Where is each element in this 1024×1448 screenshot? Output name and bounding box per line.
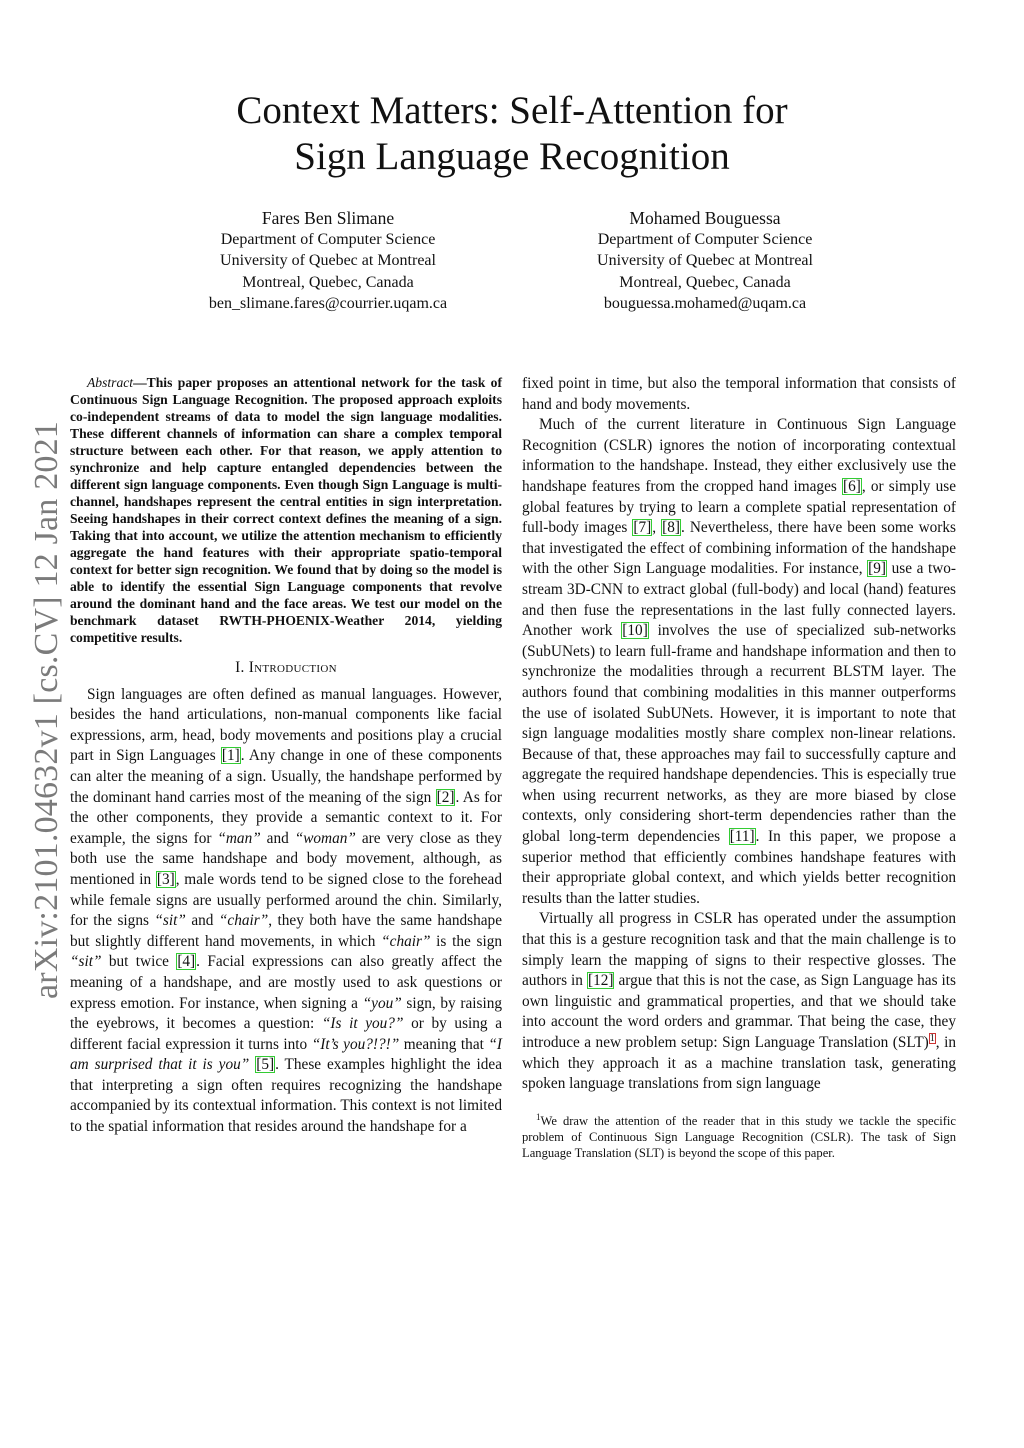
author-email: ben_slimane.fares@courrier.uqam.ca <box>208 295 448 313</box>
author-university: University of Quebec at Montreal <box>597 252 813 270</box>
section-title: Introduction <box>248 659 337 676</box>
title-line-1: Context Matters: Self-Attention for <box>236 89 788 132</box>
citation-link[interactable]: [2] <box>436 788 455 806</box>
citation-link[interactable]: [8] <box>662 519 680 537</box>
author-department: Department of Computer Science <box>220 231 436 248</box>
citation-link[interactable]: [6] <box>843 477 861 495</box>
author-name: Fares Ben Slimane <box>261 208 395 228</box>
footnote-text: We draw the attention of the reader that in this study we tackle the specific problem of Continuous Sign Language Recognition (CSLR). The task of Sign Language Translation (SLT) is beyond the scope of this paper. <box>522 1113 956 1160</box>
paragraph-slt: Virtually all progress in CSLR has operated under the assumption that this is a gesture recognition task and that the main challenge is to simply learn the mapping of signs to their respective glosses. The authors in [12] argue that this is not the case, as Sign Language has its own linguistic and grammatical properties, and that we should take into account the word orders and grammar. That being the case, they introduce a new problem setup: Sign Language Translation (SLT)$^1$, in which they approach it as a machine translation task, generating spoken language translations from sign language <box>522 910 957 1093</box>
author-city: Montreal, Quebec, Canada <box>242 273 414 291</box>
citation-link[interactable]: [3] <box>156 870 175 888</box>
author-university: University of Quebec at Montreal <box>220 252 436 270</box>
section-heading <box>70 658 502 679</box>
title-line-2: Sign Language Recognition <box>294 135 730 178</box>
footnote-link[interactable]: 1 <box>929 1032 935 1044</box>
abstract-text: This paper proposes an attentional network for the task of Continuous Sign Language Recognition. The proposed approach exploits co-independent streams of data to model the sign language modalities. These different channels of information can share a complex temporal structure between each other. For that reason, we apply attention to synchronize and help capture entangled dependencies between the different sign language components. Even though Sign Language is multi-channel, handshapes represent the central entities in sign interpretation. Seeing handshapes in their correct context defines the meaning of a sign. Taking that into account, we utilize the attention mechanism to efficiently aggregate the hand features with their appropriate spatio-temporal context for better sign recognition. We found that by doing so the model is able to identify the essential Sign Language components that revolve around the dominant hand and the face areas. We test our model on the benchmark dataset RWTH-PHOENIX-Weather 2014, yielding competitive results. <box>70 375 502 645</box>
citation-link[interactable]: [9] <box>868 560 886 578</box>
author-email: bouguessa.mohamed@uqam.ca <box>603 295 807 313</box>
citation-link[interactable]: [11] <box>729 828 755 846</box>
arxiv-identifier <box>28 421 65 999</box>
paragraph-continuation: fixed point in time, but also the temporal information that consists of hand and body movements. <box>522 375 956 413</box>
intro-paragraph: Sign languages are often defined as manual languages. However, besides the hand articulations, non-manual components like facial expressions, arm, head, body movements and positions play a crucial part in Sign Languages [1]. Any change in one of these components can alter the meaning of a sign. Usually, the handshape performed by the dominant hand carries most of the meaning of the sign [2]. As for the other components, they provide a semantic context to it. For example, the signs for “man” and “woman” are very close as they both use the same handshape and body movement, although, as mentioned in [3], male words tend to be signed close to the forehead while female signs are usually performed around the chin. Similarly, for the signs “sit” and “chair”, they both have the same handshape but slightly different hand movements, in which “chair” is the sign “sit” but twice [4]. Facial expressions can also greatly affect the meaning of a handshape, and are mostly used to ask questions or express emotion. For instance, when signing a “you” sign, by raising the eyebrows, it becomes a question: “Is it you?” or by using a different facial expression it turns into “It’s you?!?!” meaning that “I am surprised that it is you” [5]. These examples highlight the idea that interpreting a sign often requires recognizing the handshape accompanied by its contextual information. This context is not limited to the spatial information that resides around the handshape for a <box>70 685 502 1136</box>
author-block-2 <box>525 207 885 315</box>
left-column <box>70 374 502 1138</box>
citation-link[interactable]: [1] <box>221 747 240 765</box>
citation-link[interactable]: [7] <box>633 519 652 537</box>
paper-title <box>0 88 1024 180</box>
citation-link[interactable]: [12] <box>587 972 614 990</box>
author-city: Montreal, Quebec, Canada <box>619 273 791 291</box>
author-department: Department of Computer Science <box>597 231 813 248</box>
right-column <box>522 374 956 1161</box>
footnote <box>522 1109 956 1161</box>
abstract-label: Abstract <box>87 375 134 390</box>
author-name: Mohamed Bouguessa <box>629 208 781 228</box>
abstract: Abstract—This paper proposes an attentional network for the task of Continuous Sign Language Recognition. The proposed approach exploits co-independent streams of data to model the sign language modalities. These different channels of information can share a complex temporal structure between each other. For that reason, we apply attention to synchronize and help capture entangled dependencies between the different sign language components. Even though Sign Language is multi-channel, handshapes represent the central entities in sign interpretation. Seeing handshapes in their correct context defines the meaning of a sign. Taking that into account, we utilize the attention mechanism to efficiently aggregate the hand features with their appropriate spatio-temporal context for better sign recognition. We found that by doing so the model is able to identify the essential Sign Language components that revolve around the dominant hand and the face areas. We test our model on the benchmark dataset RWTH-PHOENIX-Weather 2014, yielding competitive results. <box>70 375 502 645</box>
citation-link[interactable]: [5] <box>256 1056 275 1074</box>
footnote-mark: 1 <box>536 1111 541 1122</box>
paragraph-related-work: Much of the current literature in Continuous Sign Language Recognition (CSLR) ignores the notion of incorporating contextual information to the handshape. Instead, they either exclusively use the handshape features from the cropped hand images [6], or simply use global features by trying to learn a complete spatial representation of full-body images [7], [8]. Nevertheless, there have been some works that investigated the effect of combining information of the handshape with the other Sign Language modalities. For instance, [9] use a two-stream 3D-CNN to extract global (full-body) and local (hand) features and then fuse the representations in the last fully connected layers. Another work [10] involves the use of specialized sub-networks (SubUNets) to learn full-frame and handshape information and then to synchronize the modalities through a recurrent BLSTM layer. The authors found that combining modalities in this manner outperforms the use of isolated SubUNets. However, it is important to note that sign language modalities mostly share complex non-linear relations. Because of that, these approaches may fail to successfully capture and aggregate the required handshape dependencies. This is especially true when using recurrent networks, as they are more biased by close contexts, only considering short-term dependencies rather than the global long-term dependencies [11]. In this paper, we propose a superior method that efficiently combines handshape features with their appropriate global context, and which yields better recognition results than the latter studies. <box>522 416 956 907</box>
citation-link[interactable]: [10] <box>622 622 648 640</box>
section-number: I. <box>235 659 245 676</box>
citation-link[interactable]: [4] <box>177 953 196 971</box>
author-block-1 <box>148 207 508 315</box>
arxiv-identifier-text: arXiv:2101.04632v1 [cs.CV] 12 Jan 2021 <box>28 421 65 999</box>
